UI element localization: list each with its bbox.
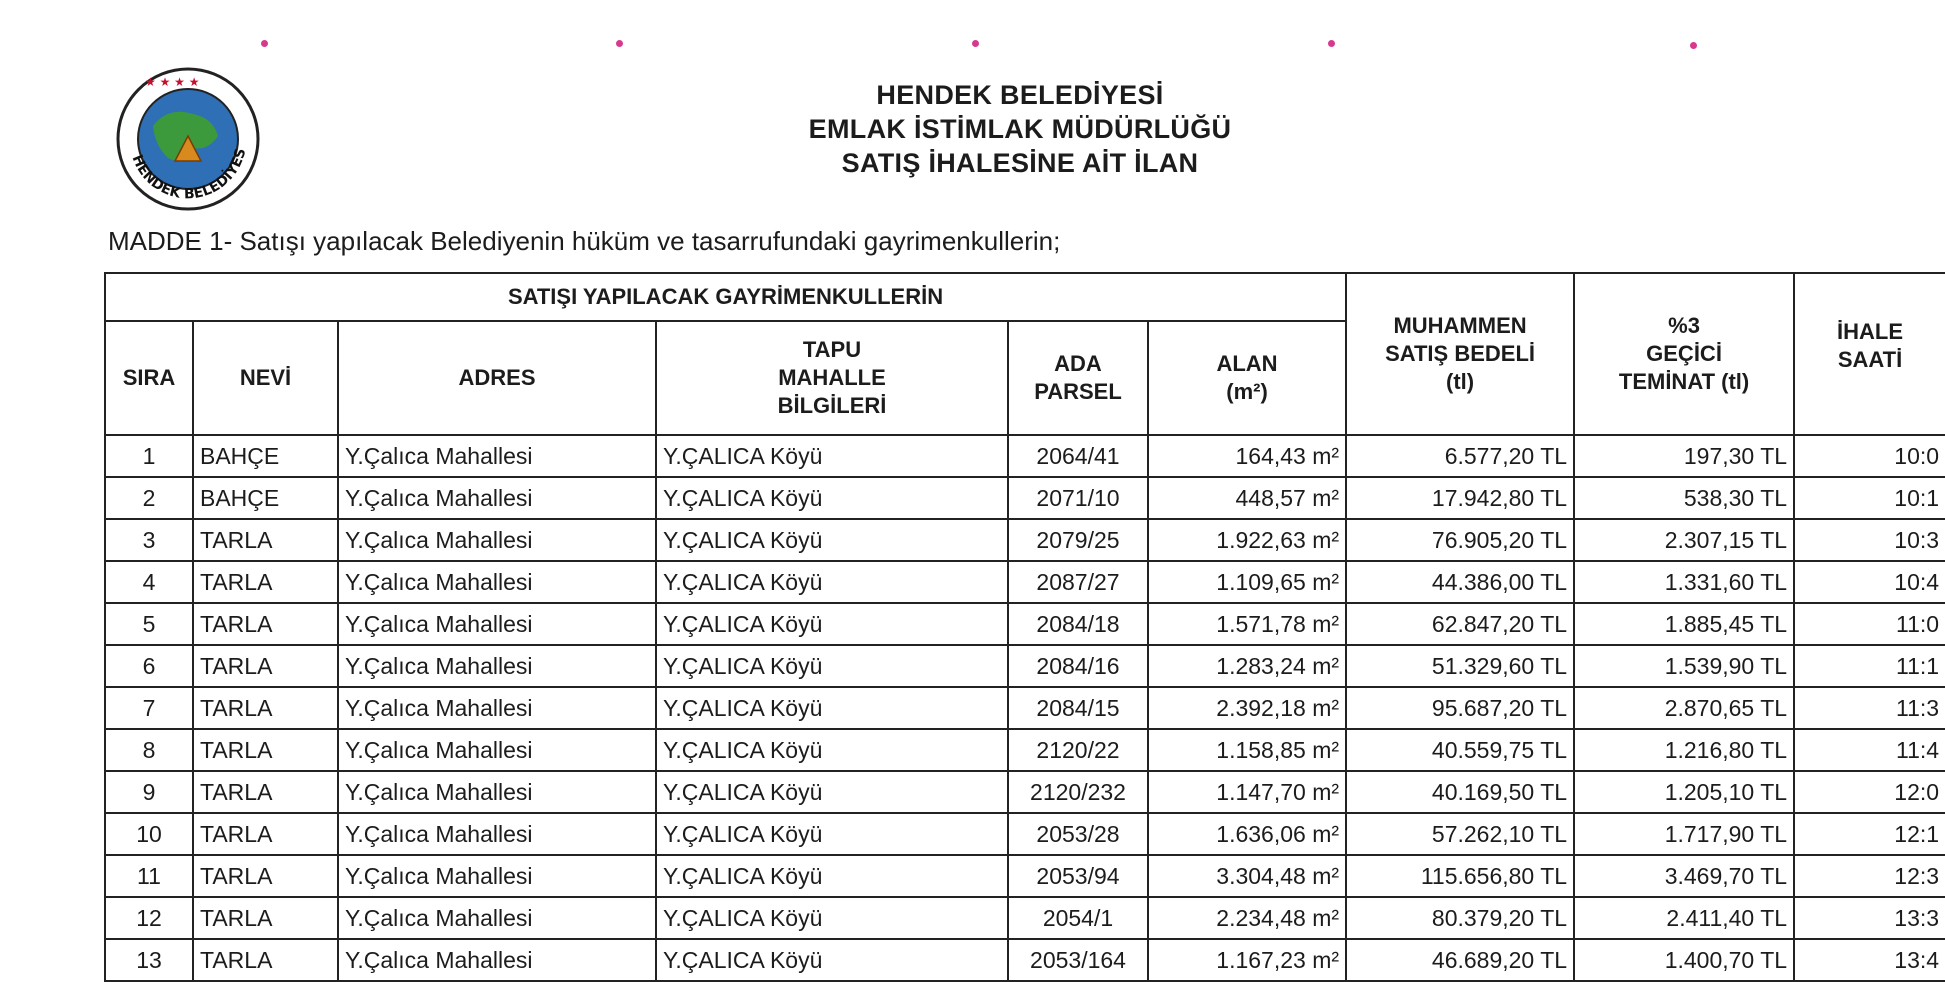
cell-adres: Y.Çalıca Mahallesi: [338, 645, 656, 687]
cell-nevi: TARLA: [193, 771, 338, 813]
cell-teminat: 1.205,10 TL: [1574, 771, 1794, 813]
table-row: [105, 561, 1945, 603]
cell-sira: 7: [105, 687, 193, 729]
cell-ada-parsel: 2120/22: [1008, 729, 1148, 771]
cell-alan: 1.283,24 m²: [1148, 645, 1346, 687]
group-header: SATIŞI YAPILACAK GAYRİMENKULLERİN: [105, 273, 1346, 321]
document-header: [760, 78, 1280, 180]
cell-bedel: 95.687,20 TL: [1346, 687, 1574, 729]
col-tapu: TAPU MAHALLE BİLGİLERİ: [656, 321, 1008, 435]
cell-nevi: TARLA: [193, 855, 338, 897]
cell-bedel: 44.386,00 TL: [1346, 561, 1574, 603]
cell-teminat: 2.307,15 TL: [1574, 519, 1794, 561]
cell-alan: 164,43 m²: [1148, 435, 1346, 477]
cell-ihale-saati: 11:4: [1794, 729, 1945, 771]
cell-ada-parsel: 2053/94: [1008, 855, 1148, 897]
cell-ada-parsel: 2079/25: [1008, 519, 1148, 561]
cell-ihale-saati: 11:0: [1794, 603, 1945, 645]
cell-teminat: 3.469,70 TL: [1574, 855, 1794, 897]
col-teminat: %3 GEÇİCİ TEMİNAT (tl): [1574, 273, 1794, 435]
cell-adres: Y.Çalıca Mahallesi: [338, 435, 656, 477]
cell-nevi: BAHÇE: [193, 477, 338, 519]
cell-bedel: 115.656,80 TL: [1346, 855, 1574, 897]
cell-sira: 4: [105, 561, 193, 603]
cell-tapu: Y.ÇALICA Köyü: [656, 603, 1008, 645]
madde-1-text: MADDE 1- Satışı yapılacak Belediyenin hüküm ve tasarrufundaki gayrimenkullerin;: [108, 226, 1061, 256]
cell-ihale-saati: 12:0: [1794, 771, 1945, 813]
cell-alan: 1.147,70 m²: [1148, 771, 1346, 813]
cell-tapu: Y.ÇALICA Köyü: [656, 855, 1008, 897]
cell-ihale-saati: 12:1: [1794, 813, 1945, 855]
cell-bedel: 40.559,75 TL: [1346, 729, 1574, 771]
cell-bedel: 17.942,80 TL: [1346, 477, 1574, 519]
cell-nevi: TARLA: [193, 603, 338, 645]
cell-alan: 2.392,18 m²: [1148, 687, 1346, 729]
cell-tapu: Y.ÇALICA Köyü: [656, 687, 1008, 729]
cell-sira: 3: [105, 519, 193, 561]
cell-alan: 1.167,23 m²: [1148, 939, 1346, 981]
cell-tapu: Y.ÇALICA Köyü: [656, 897, 1008, 939]
col-ihale-saati: İHALE SAATİ: [1794, 273, 1945, 435]
stray-mark: [261, 40, 268, 47]
cell-ihale-saati: 10:1: [1794, 477, 1945, 519]
cell-alan: 1.571,78 m²: [1148, 603, 1346, 645]
cell-sira: 11: [105, 855, 193, 897]
table-row: [105, 603, 1945, 645]
cell-ada-parsel: 2084/16: [1008, 645, 1148, 687]
cell-tapu: Y.ÇALICA Köyü: [656, 477, 1008, 519]
table-row: [105, 687, 1945, 729]
col-sira: SIRA: [105, 321, 193, 435]
cell-alan: 3.304,48 m²: [1148, 855, 1346, 897]
cell-nevi: TARLA: [193, 561, 338, 603]
cell-bedel: 80.379,20 TL: [1346, 897, 1574, 939]
table-row: [105, 729, 1945, 771]
table-body: [105, 435, 1945, 981]
cell-ihale-saati: 13:4: [1794, 939, 1945, 981]
cell-adres: Y.Çalıca Mahallesi: [338, 603, 656, 645]
stray-mark: [972, 40, 979, 47]
cell-sira: 12: [105, 897, 193, 939]
svg-text:HENDEK BELEDİYESİ: HENDEK BELEDİYES: [128, 146, 250, 203]
cell-sira: 10: [105, 813, 193, 855]
cell-ada-parsel: 2084/15: [1008, 687, 1148, 729]
cell-sira: 1: [105, 435, 193, 477]
col-adres: ADRES: [338, 321, 656, 435]
table-row: [105, 939, 1945, 981]
cell-tapu: Y.ÇALICA Köyü: [656, 771, 1008, 813]
col-nevi: NEVİ: [193, 321, 338, 435]
cell-bedel: 51.329,60 TL: [1346, 645, 1574, 687]
cell-adres: Y.Çalıca Mahallesi: [338, 813, 656, 855]
cell-sira: 13: [105, 939, 193, 981]
cell-ada-parsel: 2053/28: [1008, 813, 1148, 855]
cell-sira: 8: [105, 729, 193, 771]
cell-tapu: Y.ÇALICA Köyü: [656, 813, 1008, 855]
cell-alan: 1.636,06 m²: [1148, 813, 1346, 855]
table-row: [105, 855, 1945, 897]
cell-teminat: 2.870,65 TL: [1574, 687, 1794, 729]
cell-teminat: 538,30 TL: [1574, 477, 1794, 519]
table-row: [105, 645, 1945, 687]
cell-ihale-saati: 12:3: [1794, 855, 1945, 897]
cell-teminat: 1.216,80 TL: [1574, 729, 1794, 771]
cell-adres: Y.Çalıca Mahallesi: [338, 729, 656, 771]
cell-teminat: 1.539,90 TL: [1574, 645, 1794, 687]
header-line-2: EMLAK İSTİMLAK MÜDÜRLÜĞÜ: [808, 114, 1232, 144]
header-line-3: SATIŞ İHALESİNE AİT İLAN: [841, 148, 1199, 178]
cell-tapu: Y.ÇALICA Köyü: [656, 561, 1008, 603]
cell-ada-parsel: 2084/18: [1008, 603, 1148, 645]
cell-nevi: TARLA: [193, 813, 338, 855]
cell-sira: 2: [105, 477, 193, 519]
cell-alan: 1.158,85 m²: [1148, 729, 1346, 771]
cell-ihale-saati: 10:3: [1794, 519, 1945, 561]
col-alan: ALAN (m²): [1148, 321, 1346, 435]
table-row: [105, 435, 1945, 477]
cell-adres: Y.Çalıca Mahallesi: [338, 939, 656, 981]
cell-teminat: 2.411,40 TL: [1574, 897, 1794, 939]
table-row: [105, 477, 1945, 519]
cell-tapu: Y.ÇALICA Köyü: [656, 939, 1008, 981]
municipality-seal-logo: [113, 66, 263, 212]
cell-adres: Y.Çalıca Mahallesi: [338, 477, 656, 519]
cell-adres: Y.Çalıca Mahallesi: [338, 855, 656, 897]
cell-nevi: TARLA: [193, 645, 338, 687]
cell-bedel: 57.262,10 TL: [1346, 813, 1574, 855]
cell-sira: 9: [105, 771, 193, 813]
table-row: [105, 519, 1945, 561]
cell-alan: 1.922,63 m²: [1148, 519, 1346, 561]
cell-ada-parsel: 2120/232: [1008, 771, 1148, 813]
cell-bedel: 62.847,20 TL: [1346, 603, 1574, 645]
cell-ada-parsel: 2071/10: [1008, 477, 1148, 519]
cell-ihale-saati: 11:3: [1794, 687, 1945, 729]
stray-mark: [1328, 40, 1335, 47]
cell-nevi: TARLA: [193, 519, 338, 561]
cell-ihale-saati: 10:0: [1794, 435, 1945, 477]
cell-adres: Y.Çalıca Mahallesi: [338, 561, 656, 603]
cell-adres: Y.Çalıca Mahallesi: [338, 897, 656, 939]
cell-teminat: 197,30 TL: [1574, 435, 1794, 477]
col-muhammen: MUHAMMEN SATIŞ BEDELİ (tl): [1346, 273, 1574, 435]
table-row: [105, 771, 1945, 813]
cell-sira: 6: [105, 645, 193, 687]
col-ada-parsel: ADA PARSEL: [1008, 321, 1148, 435]
cell-tapu: Y.ÇALICA Köyü: [656, 435, 1008, 477]
cell-bedel: 40.169,50 TL: [1346, 771, 1574, 813]
cell-bedel: 46.689,20 TL: [1346, 939, 1574, 981]
cell-bedel: 76.905,20 TL: [1346, 519, 1574, 561]
property-sale-table: [104, 272, 1945, 982]
cell-teminat: 1.885,45 TL: [1574, 603, 1794, 645]
cell-alan: 448,57 m²: [1148, 477, 1346, 519]
cell-bedel: 6.577,20 TL: [1346, 435, 1574, 477]
cell-tapu: Y.ÇALICA Köyü: [656, 519, 1008, 561]
cell-nevi: TARLA: [193, 939, 338, 981]
cell-nevi: TARLA: [193, 729, 338, 771]
stray-mark: [1690, 42, 1697, 49]
cell-adres: Y.Çalıca Mahallesi: [338, 771, 656, 813]
cell-ihale-saati: 11:1: [1794, 645, 1945, 687]
cell-alan: 2.234,48 m²: [1148, 897, 1346, 939]
table-row: [105, 813, 1945, 855]
cell-alan: 1.109,65 m²: [1148, 561, 1346, 603]
cell-adres: Y.Çalıca Mahallesi: [338, 687, 656, 729]
cell-tapu: Y.ÇALICA Köyü: [656, 645, 1008, 687]
cell-teminat: 1.400,70 TL: [1574, 939, 1794, 981]
cell-teminat: 1.717,90 TL: [1574, 813, 1794, 855]
cell-adres: Y.Çalıca Mahallesi: [338, 519, 656, 561]
svg-text:★ ★ ★ ★: ★ ★ ★ ★: [145, 75, 200, 89]
cell-nevi: TARLA: [193, 687, 338, 729]
table-row: [105, 897, 1945, 939]
cell-ihale-saati: 13:3: [1794, 897, 1945, 939]
cell-teminat: 1.331,60 TL: [1574, 561, 1794, 603]
cell-nevi: TARLA: [193, 897, 338, 939]
cell-tapu: Y.ÇALICA Köyü: [656, 729, 1008, 771]
cell-ada-parsel: 2054/1: [1008, 897, 1148, 939]
cell-ada-parsel: 2053/164: [1008, 939, 1148, 981]
header-line-1: HENDEK BELEDİYESİ: [876, 80, 1164, 110]
cell-ihale-saati: 10:4: [1794, 561, 1945, 603]
cell-ada-parsel: 2064/41: [1008, 435, 1148, 477]
stray-mark: [616, 40, 623, 47]
cell-ada-parsel: 2087/27: [1008, 561, 1148, 603]
cell-nevi: BAHÇE: [193, 435, 338, 477]
cell-sira: 5: [105, 603, 193, 645]
